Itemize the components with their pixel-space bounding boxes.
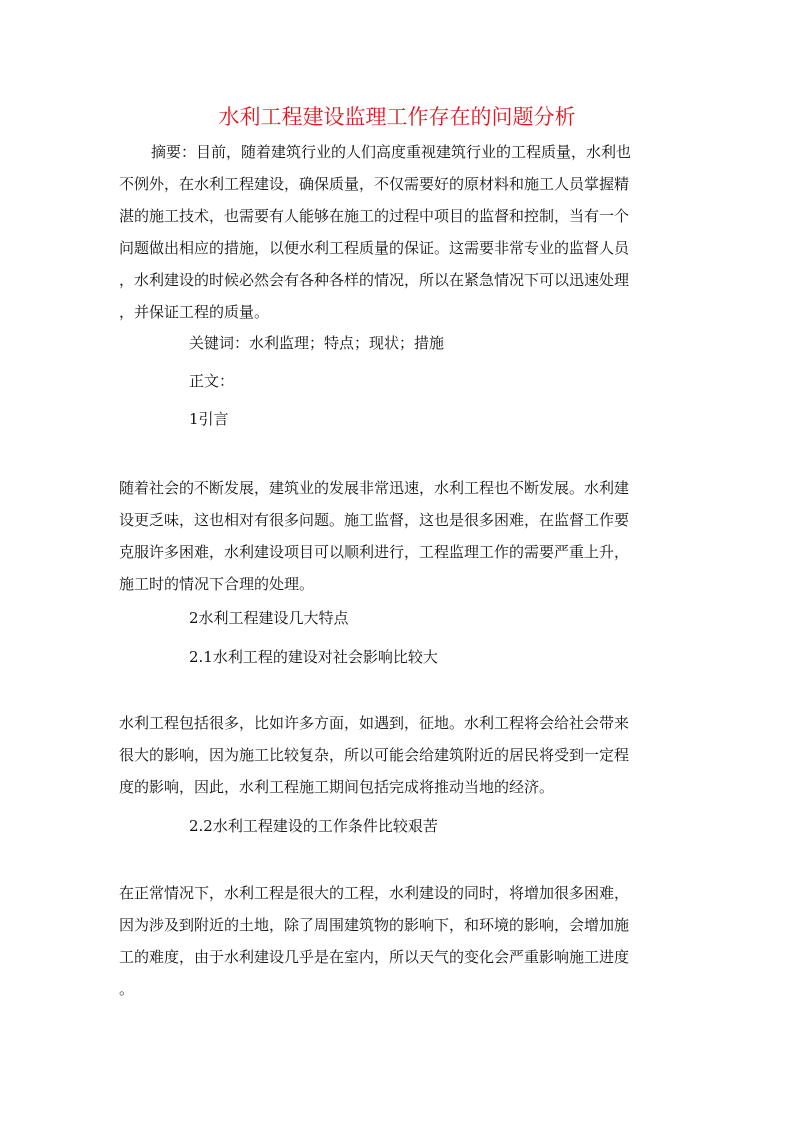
- section-heading: 1引言: [189, 410, 229, 428]
- document-title: 水利工程建设监理工作存在的问题分析: [218, 105, 576, 129]
- paragraph-line: 。: [119, 980, 135, 998]
- section2-1-paragraph: [119, 707, 665, 803]
- paragraph-line: 设更乏味，这也相对有很多问题。施工监督，这也是很多困难，在监督工作要: [119, 511, 630, 529]
- keywords: 关键词：水利监理；特点；现状；措施: [189, 334, 445, 352]
- paragraph-line: 在正常情况下，水利工程是很大的工程，水利建设的同时，将增加很多困难，: [119, 884, 630, 902]
- abstract-line: 问题做出相应的措施，以便水利工程质量的保证。这需要非常专业的监督人员: [119, 239, 630, 257]
- paragraph-line: 工的难度，由于水利建设几乎是在室内，所以天气的变化会严重影响施工进度: [119, 948, 630, 966]
- abstract-line: 湛的施工技术，也需要有人能够在施工的过程中项目的监督和控制，当有一个: [119, 207, 630, 225]
- paragraph-line: 水利工程包括很多，比如许多方面，如遇到，征地。水利工程将会给社会带来: [119, 714, 630, 732]
- paragraph-line: 很大的影响，因为施工比较复杂，所以可能会给建筑附近的居民将受到一定程: [119, 746, 630, 764]
- paragraph-line: 随着社会的不断发展，建筑业的发展非常迅速，水利工程也不断发展。水利建: [119, 479, 630, 497]
- section2-2-paragraph: [119, 877, 665, 1005]
- abstract-line: ，并保证工程的质量。: [119, 303, 270, 321]
- body-label: 正文：: [189, 372, 235, 390]
- paragraph-line: 克服许多困难，水利建设项目可以顺利进行，工程监理工作的需要严重上升，: [119, 543, 630, 561]
- abstract-paragraph: [119, 136, 665, 328]
- abstract-line: ，水利建设的时候必然会有各种各样的情况，所以在紧急情况下可以迅速处理: [119, 271, 630, 289]
- paragraph-line: 施工时的情况下合理的处理。: [119, 575, 315, 593]
- section-heading: 2水利工程建设几大特点: [189, 609, 349, 627]
- abstract-line: 摘要：目前，随着建筑行业的人们高度重视建筑行业的工程质量，水利也: [151, 143, 632, 161]
- abstract-line: 不例外，在水利工程建设，确保质量，不仅需要好的原材料和施工人员掌握精: [119, 175, 630, 193]
- paragraph-line: 因为涉及到附近的土地，除了周围建筑物的影响下，和环境的影响，会增加施: [119, 916, 630, 934]
- paragraph-line: 度的影响，因此，水利工程施工期间包括完成将推动当地的经济。: [119, 778, 555, 796]
- section1-paragraph: [119, 472, 665, 600]
- subsection-heading: 2.2水利工程建设的工作条件比较艰苦: [189, 817, 438, 835]
- subsection-heading: 2.1水利工程的建设对社会影响比较大: [189, 648, 438, 666]
